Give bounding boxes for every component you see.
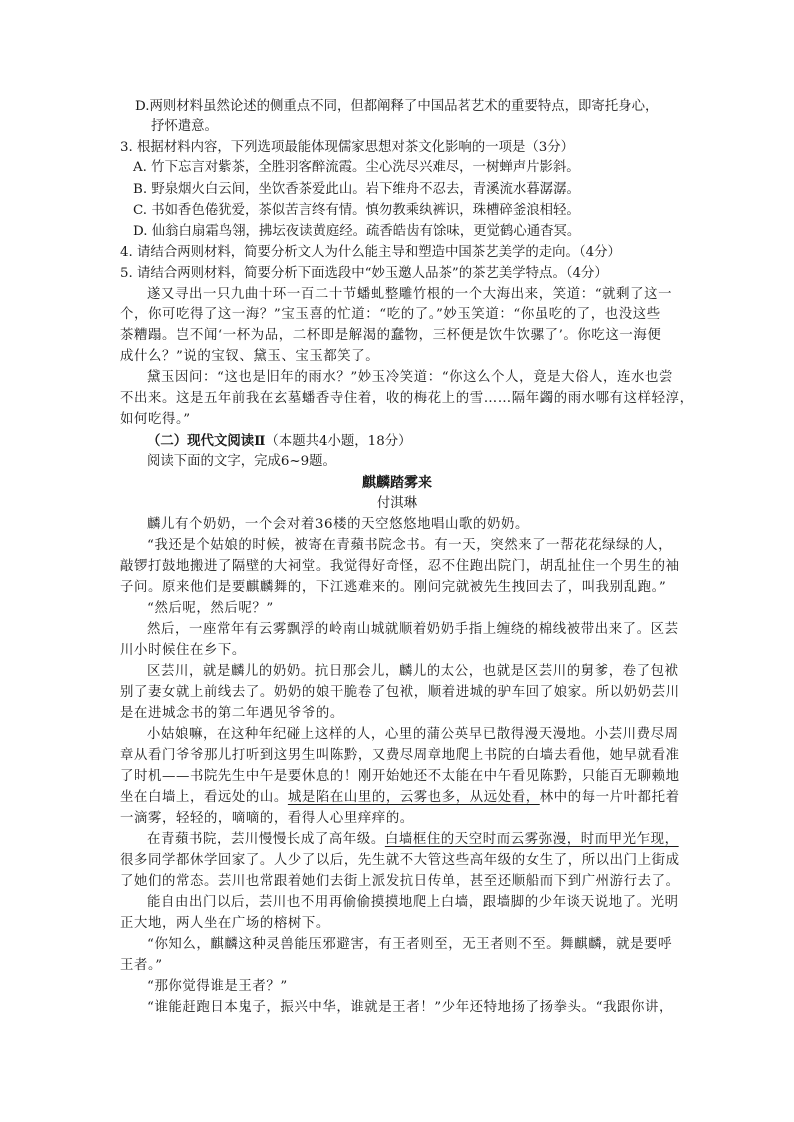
article-text: 在青蘋书院，芸川慢慢长成了高年级。: [147, 832, 385, 847]
question-5: 5. 请结合两则材料，简要分析下面选段中“妙玉邀人品茶”的茶艺美学特点。（4分）: [120, 266, 608, 281]
article-line: 了她们的常态。芸川也常跟着她们去街上派发抗日传单，甚至还顺船而下到广州游行去了。: [120, 874, 680, 889]
reading-instruction: 阅读下面的文字，完成6~9题。: [147, 454, 336, 469]
excerpt-line: 如何吃得。”: [120, 412, 191, 427]
question-4: 4. 请结合两则材料，简要分析文人为什么能主导和塑造中国茶艺美学的走向。（4分）: [120, 245, 621, 260]
excerpt-line: 个，你可吃得了这一海？”宝玉喜的忙道：“吃的了。”妙玉笑道：“你虽吃的了，也没这些: [120, 307, 661, 322]
article-line: 一滴雾，轻轻的，嘀嘀的，看得人心里痒痒的。: [120, 811, 414, 826]
article-line: 正大地，两人坐在广场的榕树下。: [120, 916, 330, 931]
underlined-sentence: 城是陷在山里的，云雾也多，从远处看，: [287, 790, 540, 805]
article-line: [147, 830, 707, 850]
article-line: 很多同学都休学回家了。人少了以后，先生就不大管这些高年级的女生了，所以出门上街成: [120, 853, 680, 868]
article-line: 别了妻女就上前线去了。奶奶的娘干脆卷了包袱，顺着进城的驴车回了娘家。所以奶奶芸川: [120, 685, 680, 700]
article-line: 然后，一座常年有云雾飘浮的岭南山城就顺着奶奶手指上缠绕的棉线被带出来了。区芸: [147, 622, 679, 637]
article-line: 章从看门爷爷那儿打听到这男生叫陈黔，又费尽周章地爬上书院的白墙去看他，她早就看准: [120, 748, 680, 763]
excerpt-line: 成什么？”说的宝钗、黛玉、宝玉都笑了。: [120, 349, 380, 364]
option-d-continued: 抒怀遣意。: [151, 119, 218, 134]
section-heading: [147, 431, 707, 452]
article-line: “你知么，麒麟这种灵兽能压邪避害，有王者则至，无王者则不至。舞麒麟，就是要呼: [147, 937, 673, 952]
article-line: 了时机——书院先生中午是要休息的！刚开始她还不太能在中午看见陈黔，只能百无聊赖地: [120, 769, 680, 784]
article-line: 区芸川，就是麟儿的奶奶。抗日那会儿，麟儿的太公，也就是区芸川的舅爹，卷了包袱: [147, 664, 679, 679]
article-title: 麒麟踏雾来: [362, 475, 432, 491]
article-line: 小姑娘嘛，在这种年纪碰上这样的人，心里的蒲公英早已散得漫天漫地。小芸川费尽周: [147, 727, 679, 742]
article-text: 林中的每一片叶都托着: [539, 790, 680, 805]
article-line: “谁能赶跑日本鬼子，振兴中华，谁就是王者！”少年还特地扬了扬拳头。“我跟你讲，: [147, 1000, 673, 1015]
section-heading-label: （二）现代文阅读Ⅱ: [147, 433, 266, 449]
article-line: 麟儿有个奶奶，一个会对着36楼的天空悠悠地唱山歌的奶奶。: [147, 517, 529, 532]
article-line: 敲锣打鼓地搬进了隔壁的大祠堂。我觉得好奇怪，忍不住跑出院门，胡乱扯住一个男生的袖: [120, 559, 680, 574]
article-line: “我还是个姑娘的时候，被寄在青蘋书院念书。有一天，突然来了一帮花花绿绿的人，: [147, 538, 673, 553]
question-3-option-d: D. 仙翁白扇霜鸟翎，拂坛夜读黄庭经。疏香皓齿有馀味，更觉鹤心通杳冥。: [133, 224, 581, 239]
question-3-option-a: A. 竹下忘言对紫茶，全胜羽客醉流霞。尘心洗尽兴难尽，一树蝉声片影斜。: [133, 160, 580, 175]
section-heading-info: （本题共4小题，18分）: [265, 434, 412, 449]
excerpt-line: 茶糟蹋。岂不闻‘一杯为品，二杯即是解渴的蠢物，三杯便是饮牛饮骡了’。你吃这一海便: [120, 328, 662, 343]
article-line: 王者。”: [120, 958, 163, 973]
article-line: 能自由出门以后，芸川也不用再偷偷摸摸地爬上白墙，跟墙脚的少年谈天说地了。光明: [147, 895, 679, 910]
excerpt-line: 黛玉因问：“这也是旧年的雨水？”妙玉冷笑道：“你这么个人，竟是大俗人，连水也尝: [147, 370, 673, 385]
article-line: “那你觉得谁是王者？”: [147, 979, 288, 994]
article-line: 是在进城念书的第二年遇见爷爷的。: [120, 706, 344, 721]
article-text: 坐在白墙上，看远处的山。: [120, 790, 288, 805]
question-3-option-c: C. 书如香色倦犹爱，茶似苦言终有情。慎勿教乘纨裤识，珠槽碎釜浪相轻。: [133, 203, 580, 218]
question-3-option-b: B. 野泉烟火白云间，坐饮香茶爱此山。岩下维舟不忍去，青溪流水暮潺潺。: [133, 182, 580, 197]
excerpt-line: 不出来。这是五年前我在玄墓蟠香寺住着，收的梅花上的雪……隔年蠲的雨水哪有这样轻淳，: [120, 391, 694, 406]
article-author: 付淇琳: [376, 496, 418, 511]
underlined-sentence: 白墙框住的天空时而云雾弥漫，时而甲光乍现，: [384, 832, 679, 847]
article-line: 川小时候住在乡下。: [120, 643, 246, 658]
option-d-line: D.两则材料虽然论述的侧重点不同，但都阐释了中国品茗艺术的重要特点，即寄托身心，: [135, 99, 659, 114]
excerpt-line: 遂又寻出一只九曲十环一百二十节蟠虬整雕竹根的一个大海出来，笑道：“就剩了这一: [147, 287, 673, 302]
article-line: 子问。原来他们是要麒麟舞的，下江逃难来的。刚问完就被先生拽回去了，叫我别乱跑。”: [120, 580, 667, 595]
article-line: “然后呢，然后呢？”: [147, 601, 274, 616]
article-line: [120, 788, 680, 808]
question-3: 3. 根据材料内容，下列选项最能体现儒家思想对茶文化影响的一项是（3分）: [120, 140, 575, 155]
